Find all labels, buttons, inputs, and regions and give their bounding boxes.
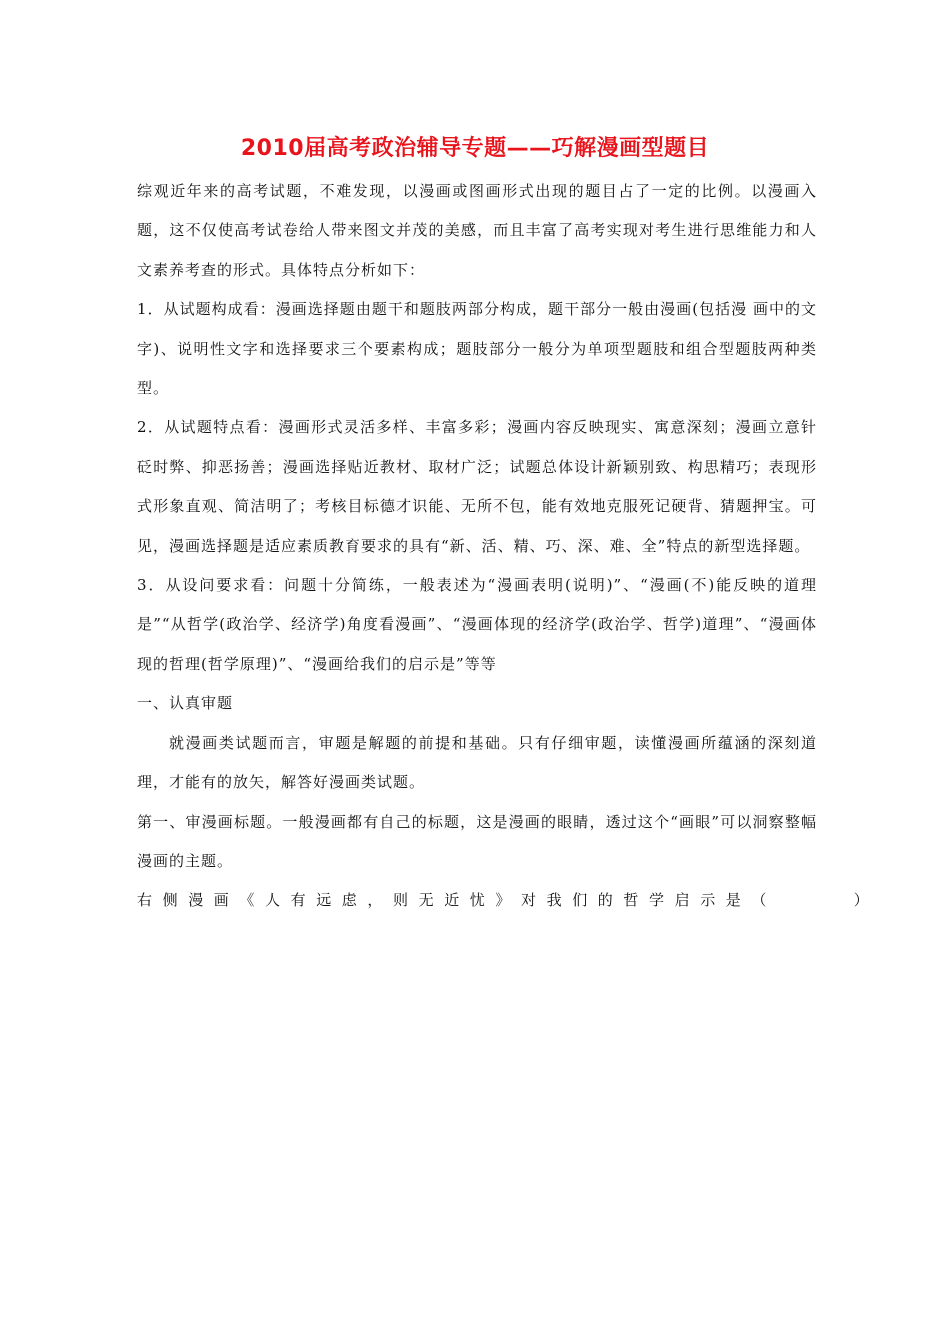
question-line: 右侧漫画《人有远虑，则无近忧》对我们的哲学启示是（ ） [137, 891, 880, 910]
step-1-paragraph: 第一、审漫画标题。一般漫画都有自己的标题，这是漫画的眼睛，透过这个“画眼”可以洞察整幅漫画的主题。 [137, 812, 817, 870]
section-1-heading: 一、认真审题 [137, 694, 234, 713]
point-3-paragraph: 3．从设问要求看：问题十分简练，一般表述为“漫画表明(说明)”、“漫画(不)能反映的道理是”“从哲学(政治学、经济学)角度看漫画”、“漫画体现的经济学(政治学、哲学)道理”、“漫画体现的哲理(哲学原理)”、“漫画给我们的启示是”等等 [137, 576, 817, 673]
document-title: 2010届高考政治辅导专题——巧解漫画型题目 [240, 136, 710, 161]
section-1-paragraph: 就漫画类试题而言，审题是解题的前提和基础。只有仔细审题，读懂漫画所蕴涵的深刻道理，才能有的放矢，解答好漫画类试题。 [137, 733, 817, 792]
document-body [137, 172, 880, 921]
point-1-paragraph: 1．从试题构成看：漫画选择题由题干和题肢两部分构成，题干部分一般由漫画(包括漫 画中的文字)、说明性文字和选择要求三个要素构成；题肢部分一般分为单项型题肢和组合型题肢两种类型。 [137, 300, 817, 398]
point-2-paragraph: 2．从试题特点看：漫画形式灵活多样、丰富多彩；漫画内容反映现实、寓意深刻；漫画立意针砭时弊、抑恶扬善；漫画选择贴近教材、取材广泛；试题总体设计新颖别致、构思精巧；表现形式形象直观、简洁明了；考核目标德才识能、无所不包，能有效地克服死记硬背、猜题押宝。可见，漫画选择题是适应素质教育要求的具有“新、活、精、巧、深、难、全”特点的新型选择题。 [137, 418, 817, 555]
intro-paragraph: 综观近年来的高考试题，不难发现，以漫画或图画形式出现的题目占了一定的比例。以漫画入题，这不仅使高考试卷给人带来图文并茂的美感，而且丰富了高考实现对考生进行思维能力和人文素养考查的形式。具体特点分析如下： [137, 182, 817, 279]
